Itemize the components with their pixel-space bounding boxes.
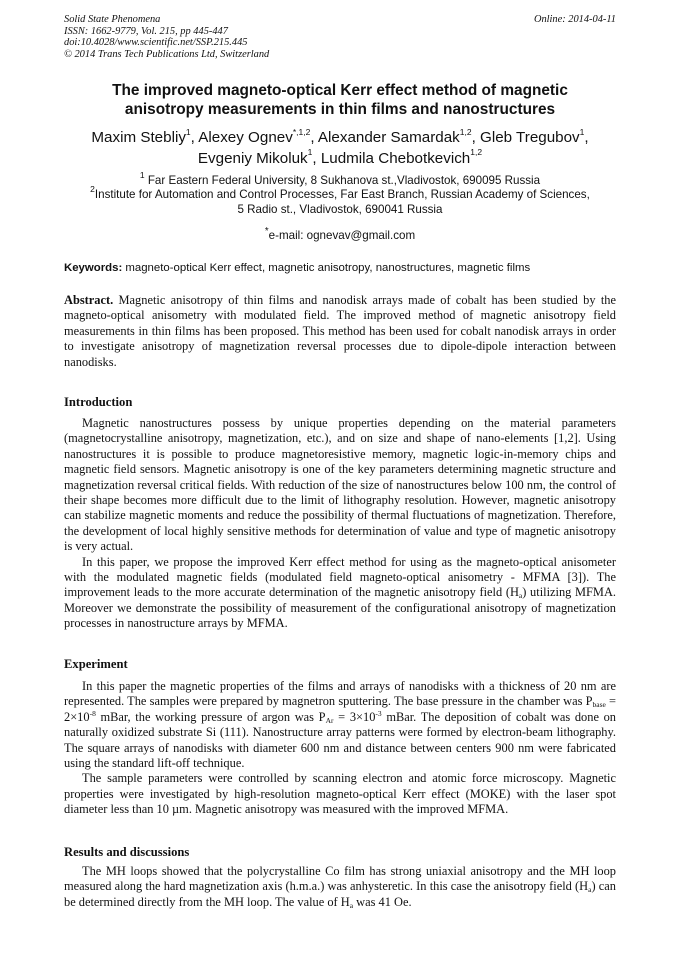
author-name: , Ludmila Chebotkevich — [312, 149, 471, 167]
subscript: a — [349, 900, 354, 910]
email-text: e-mail: ognevav@gmail.com — [268, 228, 416, 242]
abstract — [64, 293, 616, 370]
affiliation-2 — [64, 184, 616, 202]
text-run: ) can be determined directly from the MH loop. The value of H — [64, 879, 616, 909]
author-affil: 1,2 — [459, 126, 472, 137]
affiliations — [64, 170, 616, 217]
title-line-2: anisotropy measurements in thin films and nanostructures — [124, 101, 556, 118]
text-run: ) utilizing MFMA. Moreover we demonstrate the possibility of measurement of the configurational anisotropy of magnetization processes in nanostructure arrays by MFMA. — [64, 585, 616, 631]
author-separator: , — [584, 129, 589, 146]
email-marker: * — [264, 226, 269, 237]
subscript: Ar — [325, 715, 334, 725]
author-list — [64, 128, 616, 169]
author-name: Maxim Stebliy — [91, 129, 186, 146]
authors-line-1 — [64, 128, 616, 149]
abstract-label: Abstract. — [64, 293, 114, 307]
author-affil: 1 — [579, 126, 585, 137]
title-line-1: The improved magneto-optical Kerr effect method of magnetic — [112, 82, 568, 99]
experiment-paragraph-1 — [64, 679, 616, 771]
experiment-body — [64, 679, 616, 818]
experiment-paragraph-2: The sample parameters were controlled by scanning electron and atomic force microscopy. Magnetic properties were investigated by high-resolution magneto-optical Kerr effect (MOKE) with the laser spot diameter less than 10 µm. Magnetic anisotropy was measured with the improved MFMA. — [64, 771, 616, 817]
superscript: -8 — [89, 708, 96, 718]
subscript: a — [518, 591, 523, 601]
author-name: , Alexey Ognev — [190, 129, 293, 146]
keywords-label: Keywords: — [64, 262, 123, 274]
introduction-body — [64, 416, 616, 632]
subscript: a — [588, 885, 592, 895]
contact-email — [64, 225, 616, 243]
results-paragraph-1 — [64, 864, 616, 910]
text-run: In this paper, we propose the improved Kerr effect method for using as the magneto-optical anisometer with the modulated magnetic fields (modulated field magneto-optical anisometry - MFMA [3]). The improvement leads to the more accurate determination of the magnetic anisotropy field (H — [64, 554, 616, 600]
text-run: mBar. The deposition of cobalt was done on naturally oxidized substrate Si (111). Nanostructure array patterns were formed by electron-beam lithography. The square arrays of nanodisks with diameter 600 nm and distance between centers 900 nm were fabricated using the standard lift-off technique. — [64, 709, 617, 771]
subscript: base — [592, 700, 606, 710]
paper-title — [64, 81, 616, 119]
author-name: Evgeniy Mikoluk — [197, 149, 308, 167]
copyright-line: © 2014 Trans Tech Publications Ltd, Switzerland — [64, 48, 270, 60]
author-name: , Gleb Tregubov — [471, 129, 580, 146]
journal-metadata — [64, 14, 616, 60]
section-heading-results: Results and discussions — [64, 845, 190, 859]
affiliation-1 — [64, 170, 616, 188]
text-run: was 41 Oe. — [353, 894, 412, 909]
affiliation-text: Institute for Automation and Control Processes, Far East Branch, Russian Academy of Sciences, — [94, 188, 590, 202]
results-body — [64, 864, 616, 910]
doi-line: doi:10.4028/www.scientific.net/SSP.215.445 — [64, 37, 248, 49]
keywords-text: magneto-optical Kerr effect, magnetic anisotropy, nanostructures, magnetic films — [122, 262, 531, 274]
affiliation-marker: 1 — [139, 170, 145, 181]
introduction-paragraph-2 — [64, 555, 616, 632]
authors-line-2 — [64, 149, 616, 170]
issn-line: ISSN: 1662-9779, Vol. 215, pp 445-447 — [64, 25, 228, 37]
author-affil: 1,2 — [470, 147, 483, 158]
introduction-paragraph-1: Magnetic nanostructures possess by unique properties depending on the material parameters (magnetocrystalline anisotropy, magnetization, etc.), and on size and shape of nano-elements [1,2]. Using nanostructures it is possible to produce magnetoresistive memory, magnetic logic-in-memory chips and magnetic field sensors. Magnetic anisotropy is one of the key parameters determining magnetic structure and magnetization reversal critical fields. With reduction of the size of nanostructures below 100 nm, the control of their shape becomes more difficult due to the limit of lithography resolution. However, magnetic anisotropy can stabilize magnetic moments and reduce the possibility of thermal fluctuations of magnetization. Therefore, the development of local highly sensitive methods for determination of value and type of magnetic anisotropy is very actual. — [64, 416, 616, 554]
affiliation-marker: 2 — [90, 184, 95, 195]
text-run: = 2×10 — [64, 694, 616, 724]
abstract-text: Magnetic anisotropy of thin films and nanodisk arrays made of cobalt has been studied by the magneto-optical anisometry with modulated field. The improved method of magnetic anisotropy field measurements in thin films has been proposed. This method has been used for cobalt nanodisk arrays in order to investigate anisotropy of magnetization reversal processes due to dipole-dipole interaction between nanodisks. — [64, 293, 616, 369]
online-date: Online: 2014-04-11 — [533, 14, 616, 25]
affiliation-2-address: 5 Radio st., Vladivostok, 690041 Russia — [237, 202, 443, 216]
keywords — [64, 261, 616, 275]
text-run: mBar, the working pressure of argon was P — [95, 709, 326, 724]
text-run: = 3×10 — [333, 709, 376, 724]
section-heading-introduction: Introduction — [64, 395, 133, 409]
text-run: In this paper the magnetic properties of the films and arrays of nanodisks with a thickness of 20 nm are represented. The samples were prepared by magnetron sputtering. The base pressure in the chamber was P — [64, 679, 616, 709]
text-run: The MH loops showed that the polycrystalline Co film has strong uniaxial anisotropy and the MH loop measured along the hard magnetization axis (h.m.a.) was anhysteretic. In this case the anisotropy field (H — [64, 864, 616, 894]
author-affil: *,1,2 — [292, 126, 311, 137]
affiliation-text: Far Eastern Federal University, 8 Sukhanova st.,Vladivostok, 690095 Russia — [144, 174, 541, 187]
abstract-paragraph — [64, 293, 616, 370]
journal-name: Solid State Phenomena — [64, 14, 161, 25]
superscript: -3 — [375, 708, 382, 718]
author-name: , Alexander Samardak — [310, 129, 460, 146]
section-heading-experiment: Experiment — [64, 657, 128, 671]
author-affil: 1 — [307, 147, 313, 158]
author-affil: 1 — [185, 126, 191, 137]
